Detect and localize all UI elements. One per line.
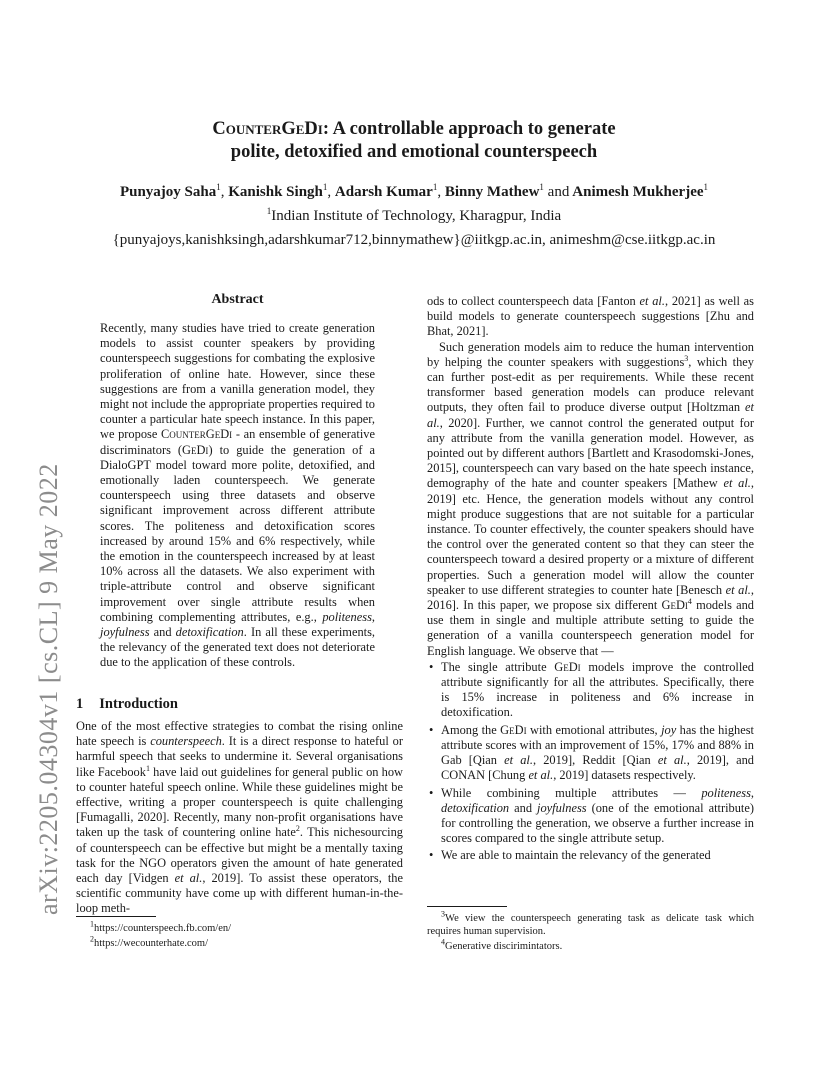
footnote-ref: 2 <box>295 824 300 834</box>
author-name: Kanishk Singh <box>228 184 323 200</box>
footnote-rule <box>427 906 507 907</box>
section-title: Introduction <box>99 696 178 712</box>
footnote: $^3$We view the counterspeech generating task as delicate task which requires human supervision. <box>427 909 754 937</box>
affiliation <box>0 208 828 225</box>
author-name: Binny Mathew <box>444 184 540 200</box>
title-part-2: polite, detoxified and emotional counterspeech <box>230 142 598 162</box>
footnote: $^4$Generative discirimintators. <box>441 937 563 952</box>
affiliation-mark: 1 <box>266 206 272 216</box>
introduction-body: One of the most effective strategies to combat the rising online hate speech is counterspeech. It is a direct response to hateful or harmful speech that seeks to undermine it. Several organisations like Facebook$^1$ have laid out guidelines for general public on how to counter hateful speech online. While these guidelines might be effective, writing a proper counterspeech is quite challenging [Fumagalli, 2020]. Recently, many non-profit organisations have taken up the task of countering online hate$^2$. This nichesourcing of counterspeech can be effective but might be a mentally taxing task for the NGO operators given the amount of hate generated each day [Vidgen et al., 2019]. To assist these operators, the scientific community have come up with different human-in-the-loop meth- <box>76 719 404 916</box>
right-column-body <box>427 294 754 866</box>
author-and: and <box>547 184 570 200</box>
system-name: GeDi <box>661 598 688 613</box>
affiliation-text: Indian Institute of Technology, Kharagpur, India <box>271 208 562 224</box>
title-system-name: CounterGeDi <box>212 119 323 139</box>
list-item: • While combining multiple attributes — politeness, detoxification and joyfulness (one of the emotional attribute) for controlling the generation, we observe a further increase in scores compared to the single attribute setup. <box>441 786 754 847</box>
section-number: 1 <box>76 696 84 712</box>
findings-list <box>427 660 754 864</box>
abstract-body: Recently, many studies have tried to create generation models to assist counter speakers by providing counterspeech suggestions for combating the explosive proliferation of online hate. However, since these suggestions are from a vanilla generation model, they might not include the appropriate properties required to counter a particular hate speech instance. In this paper, we propose CounterGeDi - an ensemble of generative discriminators (GeDi) to guide the generation of a DialoGPT model toward more polite, detoxified, and emotionally laden counterspeech. We generate counterspeech using three datasets and observe significant improvement across different attribute scores. The politeness and detoxification scores increased by around 15% and 6% respectively, while the emotion in the counterspeech increased by at least 10% across all the datasets. We also experiment with triple-attribute control and observe significant improvement over single attribute results when combining complementing attributes, e.g., politeness, joyfulness and detoxification. In all these experiments, the relevancy of the generated text does not deteriorate due to the application of these controls. <box>100 321 375 670</box>
section-heading-introduction <box>76 696 194 713</box>
author-name: Animesh Mukherjee <box>572 184 704 200</box>
author-emails: {punyajoys,kanishksingh,adarshkumar712,binnymathew}@iitkgp.ac.in, animeshm@cse.iitkgp.ac.in <box>112 232 716 248</box>
footnote: $^1$https://counterspeech.fb.com/en/ <box>90 919 232 934</box>
footnote-ref: 4 <box>687 596 692 606</box>
author-name: Adarsh Kumar <box>334 184 433 200</box>
footnote: $^2$https://wecounterhate.com/ <box>90 934 209 949</box>
abstract-heading: Abstract <box>211 292 264 307</box>
footnote-ref: 3 <box>684 353 689 363</box>
paper-title <box>0 118 828 164</box>
paragraph: ods to collect counterspeech data [Fanton et al., 2021] as well as build models to generate counterspeech suggestions [Zhu and Bhat, 2021]. <box>427 294 755 339</box>
author-name: Punyajoy Saha <box>119 184 217 200</box>
system-name: CounterGeDi <box>161 427 233 442</box>
title-part-1: : A controllable approach to generate <box>322 119 616 139</box>
arxiv-identifier: arXiv:2205.04304v1 [cs.CL] 9 May 2022 <box>34 463 63 915</box>
paragraph: Such generation models aim to reduce the human intervention by helping the counter speakers with suggestions$^3$, which they can further post-edit as per requirements. While these recent transformer based generation models can produce relevant outputs, they often fail to produce diverse output [Holtzman et al., 2020]. Further, we cannot control the generated output for any attribute from the vanilla generation model. However, as pointed out by different authors [Bartlett and Krasodomski-Jones, 2015], counterspeech can vary based on the hate speech instance, demography of the hate and counter speakers [Mathew et al., 2019] etc. Hence, the generation models without any control might produce suggestions that are not suitable for a particular instance. To counter effectively, the counter speakers should have the control over the generated content so that they can steer the counterspeech toward a desired property or a mixture of different properties. Such a generation model will allow the counter speaker to use different strategies to counter hate [Benesch et al., 2016]. In this paper, we propose six different GeDi$^4$ models and use them in single and multiple attribute setting to guide the generation of a vanilla counterspeech generation model for English language. We observe that — <box>427 339 755 658</box>
author-affil-mark: 1 <box>322 182 328 192</box>
author-affil-mark: 1 <box>703 182 709 192</box>
author-affil-mark: 1 <box>216 182 221 192</box>
footnote-ref: 1 <box>145 763 150 773</box>
author-affil-mark: 1 <box>432 182 438 192</box>
author-affil-mark: 1 <box>539 182 544 192</box>
footnote-rule <box>76 916 156 917</box>
list-item: • We are able to maintain the relevancy of the generated <box>441 848 754 863</box>
list-item: • Among the GeDi with emotional attributes, joy has the highest attribute scores with an improvement of 15%, 17% and 88% in Gab [Qian et al., 2019], Reddit [Qian et al., 2019], and CONAN [Chung et al., 2019] datasets respectively. <box>441 723 754 784</box>
list-item: • The single attribute GeDi models improve the controlled attribute significantly for all the attributes. Specifically, there is 15% increase in politeness and 6% increase in detoxification. <box>441 660 754 721</box>
system-name: GeDi <box>182 442 209 457</box>
author-list: Punyajoy Saha$^1$, Kanishk Singh$^1$, Adarsh Kumar$^1$, Binny Mathew$^1$ and Animesh Mukherjee$^1$ <box>119 182 709 200</box>
